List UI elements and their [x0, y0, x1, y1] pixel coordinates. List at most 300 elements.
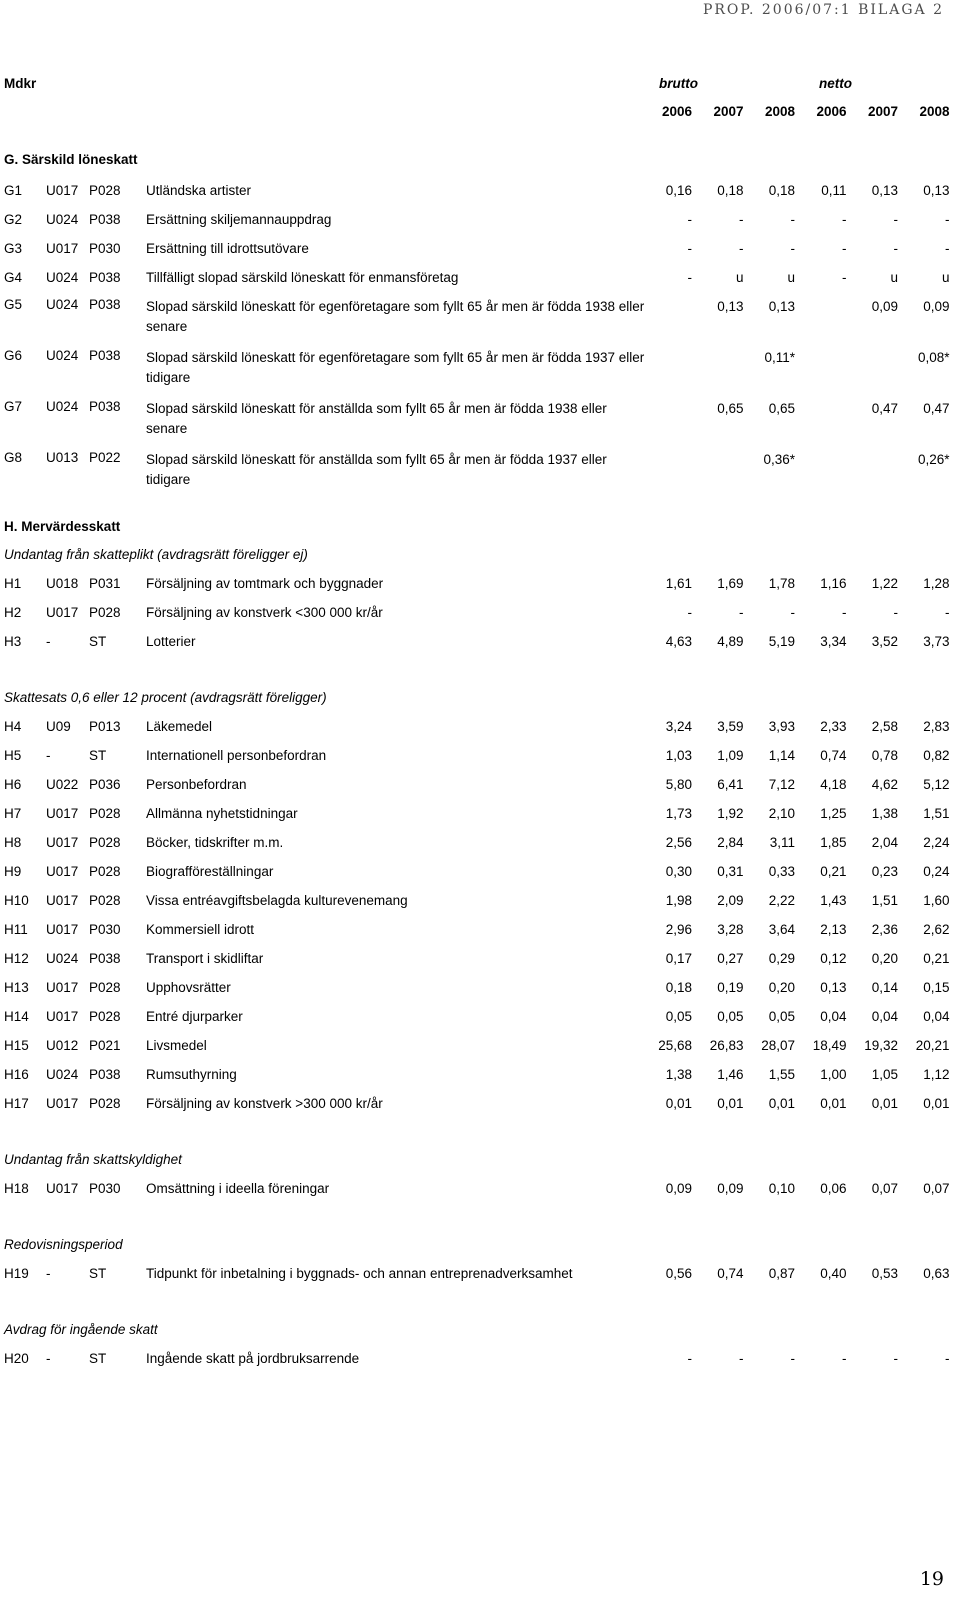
value-cell: 0,05 — [665, 1009, 692, 1024]
row-p-code: ST — [89, 1266, 107, 1281]
value-cell: 19,32 — [864, 1038, 898, 1053]
value-cell: u — [735, 270, 744, 285]
row-u-code: U017 — [46, 980, 79, 995]
value-cell: 0,11 — [821, 183, 847, 198]
year-header: 2008 — [764, 104, 795, 119]
row-p-code: P028 — [89, 835, 121, 850]
value-cell: 0,47 — [923, 401, 950, 416]
value-cell: 4,89 — [717, 634, 744, 649]
row-code: G4 — [4, 270, 23, 285]
tax-table — [4, 74, 956, 1378]
value-cell: 0,11* — [764, 350, 795, 365]
row-p-code: P030 — [89, 241, 121, 256]
years-header-row — [4, 102, 956, 150]
row-u-code: U017 — [46, 241, 79, 256]
row-description: Böcker, tidskrifter m.m. — [146, 835, 284, 850]
row-p-code: P028 — [89, 980, 121, 995]
value-cell: - — [739, 1351, 744, 1366]
value-cell: 20,21 — [915, 1038, 950, 1053]
value-cell: 0,08* — [917, 350, 950, 365]
value-cell: 0,01 — [820, 1096, 847, 1111]
row-description: Upphovsrätter — [146, 980, 231, 995]
row-values — [646, 268, 956, 288]
row-u-code: U017 — [46, 864, 79, 879]
value-cell: 2,13 — [820, 922, 847, 937]
section-h-group — [4, 1235, 956, 1293]
row-p-code: P021 — [89, 1038, 121, 1053]
row-code: H15 — [4, 1038, 29, 1053]
value-cell: 1,78 — [768, 576, 795, 591]
row-p-code: P038 — [89, 297, 121, 312]
row-values — [646, 450, 956, 470]
row-values — [646, 603, 956, 623]
value-cell: 0,06 — [820, 1181, 847, 1196]
value-cell: 1,25 — [820, 806, 847, 821]
row-p-code: P028 — [89, 806, 121, 821]
row-values — [646, 775, 956, 795]
table-row — [4, 891, 956, 920]
value-cell: 5,19 — [768, 634, 795, 649]
value-cell: - — [842, 605, 847, 620]
value-cell — [646, 450, 692, 470]
value-cell — [646, 297, 692, 317]
value-cell: 0,82 — [923, 748, 950, 763]
value-cell: 25,68 — [658, 1038, 692, 1053]
row-p-code: P013 — [89, 719, 121, 734]
value-cell: 3,93 — [768, 719, 795, 734]
row-description: Tidpunkt för inbetalning i byggnads- och annan entreprenadverksamhet — [146, 1266, 573, 1281]
row-description: Försäljning av konstverk <300 000 kr/år — [146, 605, 383, 620]
value-cell: 0,10 — [768, 1181, 795, 1196]
row-description: Transport i skidliftar — [146, 951, 264, 966]
row-description: Omsättning i ideella föreningar — [146, 1181, 330, 1196]
value-cell: - — [945, 241, 950, 256]
value-cell: 0,65 — [717, 401, 744, 416]
row-values — [646, 1094, 956, 1114]
row-p-code: P030 — [89, 1181, 121, 1196]
value-cell: - — [893, 212, 898, 227]
value-cell: - — [739, 605, 744, 620]
row-description: Ingående skatt på jordbruksarrende — [146, 1351, 360, 1366]
value-cell: 2,56 — [665, 835, 692, 850]
value-cell: 1,46 — [717, 1067, 744, 1082]
section-h-group — [4, 688, 956, 1123]
value-cell — [801, 348, 847, 368]
group-subtitle: Undantag från skatteplikt (avdragsrätt föreligger ej) — [4, 547, 308, 562]
table-row — [4, 1179, 956, 1208]
table-row — [4, 1065, 956, 1094]
table-row — [4, 717, 956, 746]
row-values — [646, 348, 956, 368]
value-cell: 0,47 — [871, 401, 898, 416]
value-cell: 1,28 — [923, 576, 950, 591]
row-code: H7 — [4, 806, 22, 821]
row-values — [646, 833, 956, 853]
row-code: G2 — [4, 212, 23, 227]
table-row — [4, 603, 956, 632]
value-cell: 0,19 — [717, 980, 744, 995]
value-cell: 7,12 — [768, 777, 795, 792]
table-row — [4, 348, 956, 399]
value-cell: 0,63 — [923, 1266, 950, 1281]
row-u-code: - — [46, 748, 51, 763]
value-cell: u — [941, 270, 950, 285]
value-cell: 26,83 — [709, 1038, 744, 1053]
row-description: Utländska artister — [146, 183, 252, 198]
value-cell: 0,16 — [665, 183, 692, 198]
value-cell: 0,36* — [763, 452, 795, 467]
value-cell: 1,22 — [871, 576, 898, 591]
value-cell: - — [687, 1351, 692, 1366]
value-cell: u — [890, 270, 898, 285]
row-description: Rumsuthyrning — [146, 1067, 237, 1082]
value-cell: 0,33 — [768, 864, 795, 879]
value-cell — [646, 348, 692, 368]
row-p-code: P028 — [89, 1096, 121, 1111]
page-header: PROP. 2006/07:1 BILAGA 2 — [702, 2, 944, 18]
row-u-code: U024 — [46, 1067, 79, 1082]
value-cell: - — [842, 241, 847, 256]
row-p-code: P028 — [89, 183, 121, 198]
row-u-code: U017 — [46, 1009, 79, 1024]
value-cell: 1,60 — [923, 893, 950, 908]
value-cell: 0,21 — [923, 951, 950, 966]
year-header: 2006 — [661, 104, 692, 119]
value-cell: 0,29 — [768, 951, 795, 966]
section-g-rows — [4, 181, 956, 501]
row-description: Vissa entréavgiftsbelagda kulturevenemang — [146, 893, 408, 908]
row-p-code: P028 — [89, 605, 121, 620]
value-cell: 0,17 — [665, 951, 692, 966]
row-p-code: ST — [89, 1351, 107, 1366]
value-cell: 4,62 — [871, 777, 898, 792]
row-description: Personbefordran — [146, 777, 247, 792]
row-p-code: P036 — [89, 777, 121, 792]
row-u-code: U017 — [46, 605, 79, 620]
value-cell: u — [787, 270, 795, 285]
value-cell: 1,03 — [665, 748, 692, 763]
section-h-groups — [4, 545, 956, 1378]
value-cell: 1,51 — [871, 893, 898, 908]
row-code: H9 — [4, 864, 22, 879]
row-u-code: U024 — [46, 348, 79, 363]
row-values — [646, 239, 956, 259]
row-values — [646, 891, 956, 911]
value-cell: - — [790, 241, 795, 256]
year-header: 2008 — [919, 104, 950, 119]
row-code: H4 — [4, 719, 22, 734]
value-cell: 0,01 — [717, 1096, 744, 1111]
value-cell: - — [842, 270, 847, 285]
row-u-code: U017 — [46, 806, 79, 821]
value-cell: 0,26* — [917, 452, 950, 467]
value-cell: 1,73 — [665, 806, 692, 821]
value-cell: - — [687, 270, 692, 285]
value-cell — [698, 450, 744, 470]
row-code: H10 — [4, 893, 29, 908]
row-description: Entré djurparker — [146, 1009, 243, 1024]
row-values — [646, 1036, 956, 1056]
row-code: H8 — [4, 835, 22, 850]
table-row — [4, 804, 956, 833]
row-code: H18 — [4, 1181, 29, 1196]
table-header-row — [4, 74, 956, 102]
year-header: 2007 — [867, 104, 898, 119]
row-values — [646, 1007, 956, 1027]
value-cell: 1,69 — [717, 576, 744, 591]
row-u-code: U012 — [46, 1038, 79, 1053]
row-values — [646, 717, 956, 737]
row-code: G7 — [4, 399, 23, 414]
row-code: H2 — [4, 605, 22, 620]
row-u-code: U09 — [46, 719, 71, 734]
value-cell: 2,62 — [923, 922, 950, 937]
row-p-code: P038 — [89, 212, 121, 227]
value-cell: 0,27 — [717, 951, 744, 966]
row-u-code: - — [46, 1351, 51, 1366]
value-cell — [852, 348, 898, 368]
section-h-group — [4, 1320, 956, 1378]
row-code: G6 — [4, 348, 23, 363]
group-subtitle: Undantag från skattskyldighet — [4, 1152, 182, 1167]
table-row — [4, 978, 956, 1007]
value-cell: 0,20 — [871, 951, 898, 966]
value-cell: 1,38 — [665, 1067, 692, 1082]
row-p-code: P028 — [89, 1009, 121, 1024]
value-cell: 2,33 — [820, 719, 847, 734]
value-cell: - — [739, 241, 744, 256]
value-cell: 0,23 — [871, 864, 898, 879]
table-row — [4, 949, 956, 978]
value-cell: 1,00 — [820, 1067, 847, 1082]
row-values — [646, 1179, 956, 1199]
table-row — [4, 1264, 956, 1293]
row-p-code: P038 — [89, 399, 121, 414]
row-code: H20 — [4, 1351, 29, 1366]
value-cell: - — [945, 605, 950, 620]
row-values — [646, 632, 956, 652]
row-u-code: U013 — [46, 450, 79, 465]
value-cell: 0,09 — [665, 1181, 692, 1196]
year-headers — [646, 102, 956, 122]
row-description: Allmänna nyhetstidningar — [146, 806, 298, 821]
value-cell: - — [842, 1351, 847, 1366]
row-code: G8 — [4, 450, 23, 465]
value-cell — [698, 348, 744, 368]
value-cell: 0,04 — [923, 1009, 950, 1024]
row-u-code: - — [46, 1266, 51, 1281]
value-cell: - — [739, 212, 744, 227]
value-cell: 3,52 — [871, 634, 898, 649]
row-u-code: U024 — [46, 297, 79, 312]
row-u-code: U018 — [46, 576, 79, 591]
row-code: H6 — [4, 777, 22, 792]
row-p-code: P038 — [89, 270, 121, 285]
value-cell: 3,11 — [769, 835, 795, 850]
row-p-code: P030 — [89, 922, 121, 937]
table-row — [4, 239, 956, 268]
table-row — [4, 297, 956, 348]
value-cell: 2,84 — [717, 835, 744, 850]
value-cell: 0,87 — [768, 1266, 795, 1281]
value-cell: - — [893, 241, 898, 256]
value-cell: 1,12 — [923, 1067, 950, 1082]
row-description: Försäljning av konstverk >300 000 kr/år — [146, 1096, 383, 1111]
value-cell: 1,09 — [717, 748, 744, 763]
row-p-code: P038 — [89, 1067, 121, 1082]
table-row — [4, 574, 956, 603]
value-cell: 0,05 — [717, 1009, 744, 1024]
value-cell: 0,31 — [717, 864, 744, 879]
value-cell: 0,13 — [871, 183, 898, 198]
value-cell — [801, 297, 847, 317]
value-cell: - — [842, 212, 847, 227]
value-cell: 5,12 — [923, 777, 950, 792]
value-cell: - — [945, 1351, 950, 1366]
value-cell — [801, 399, 847, 419]
group-subtitle: Avdrag för ingående skatt — [4, 1322, 158, 1337]
row-values — [646, 1264, 956, 1284]
value-cell: 0,07 — [871, 1181, 898, 1196]
table-row — [4, 775, 956, 804]
brutto-label: brutto — [659, 76, 698, 91]
value-cell: 0,18 — [768, 183, 795, 198]
table-row — [4, 450, 956, 501]
row-code: G1 — [4, 183, 23, 198]
row-u-code: U017 — [46, 183, 79, 198]
row-values — [646, 862, 956, 882]
table-row — [4, 632, 956, 661]
table-row — [4, 210, 956, 239]
value-cell: 2,58 — [871, 719, 898, 734]
value-cell: 6,41 — [717, 777, 744, 792]
value-cell — [852, 450, 898, 470]
row-code: H1 — [4, 576, 22, 591]
row-code: H12 — [4, 951, 29, 966]
unit-label: Mdkr — [4, 76, 37, 91]
value-cell: - — [893, 605, 898, 620]
value-cell: 0,05 — [768, 1009, 795, 1024]
value-cell: - — [687, 212, 692, 227]
row-p-code: P028 — [89, 893, 121, 908]
value-cell: 0,04 — [871, 1009, 898, 1024]
row-values — [646, 210, 956, 230]
row-values — [646, 181, 956, 201]
value-cell: 18,49 — [812, 1038, 847, 1053]
value-cell: - — [893, 1351, 898, 1366]
value-cell: 0,21 — [820, 864, 847, 879]
value-cell: 0,56 — [665, 1266, 692, 1281]
row-description: Lotterier — [146, 634, 196, 649]
value-cell: 3,59 — [717, 719, 744, 734]
row-p-code: P031 — [89, 576, 121, 591]
value-cell: 0,40 — [820, 1266, 847, 1281]
row-u-code: U024 — [46, 212, 79, 227]
row-p-code: ST — [89, 748, 107, 763]
value-cell: 2,83 — [923, 719, 950, 734]
row-code: H14 — [4, 1009, 29, 1024]
value-cell: 2,36 — [871, 922, 898, 937]
value-cell: 3,24 — [665, 719, 692, 734]
row-description: Livsmedel — [146, 1038, 207, 1053]
value-cell: - — [790, 605, 795, 620]
table-row — [4, 1094, 956, 1123]
value-cell: 0,30 — [665, 864, 692, 879]
table-row — [4, 399, 956, 450]
row-values — [646, 1349, 956, 1369]
table-row — [4, 1007, 956, 1036]
row-values — [646, 746, 956, 766]
value-cell: 0,20 — [768, 980, 795, 995]
table-row — [4, 746, 956, 775]
value-cell: 0,13 — [820, 980, 847, 995]
row-description: Slopad särskild löneskatt för egenföretagare som fyllt 65 år men är födda 1938 eller senare — [146, 299, 645, 334]
year-header: 2007 — [713, 104, 744, 119]
value-cell: 2,09 — [717, 893, 744, 908]
value-cell: 2,22 — [768, 893, 795, 908]
value-cell: - — [687, 241, 692, 256]
value-cell: 0,14 — [871, 980, 898, 995]
row-values — [646, 804, 956, 824]
value-cell: 3,64 — [768, 922, 795, 937]
table-row — [4, 1036, 956, 1065]
value-cell: 0,09 — [871, 299, 898, 314]
row-u-code: U017 — [46, 1181, 79, 1196]
year-header: 2006 — [816, 104, 847, 119]
row-code: H13 — [4, 980, 29, 995]
value-cell: 0,12 — [820, 951, 847, 966]
value-cell: - — [790, 1351, 795, 1366]
row-code: H17 — [4, 1096, 29, 1111]
row-values — [646, 574, 956, 594]
page-number: 19 — [919, 1568, 944, 1590]
row-description: Kommersiell idrott — [146, 922, 255, 937]
value-cell — [801, 450, 847, 470]
row-code: H3 — [4, 634, 22, 649]
group-subtitle: Redovisningsperiod — [4, 1237, 123, 1252]
value-cell: 0,18 — [665, 980, 692, 995]
value-cell: 0,65 — [768, 401, 795, 416]
section-h-group — [4, 1150, 956, 1208]
table-row — [4, 268, 956, 297]
row-u-code: U017 — [46, 1096, 79, 1111]
value-cell: 0,01 — [665, 1096, 692, 1111]
value-cell: 0,13 — [717, 299, 744, 314]
value-cell: 4,63 — [665, 634, 692, 649]
row-description: Biografföreställningar — [146, 864, 274, 879]
value-cell: - — [790, 212, 795, 227]
row-description: Ersättning skiljemannauppdrag — [146, 212, 332, 227]
value-cell: 0,13 — [768, 299, 795, 314]
value-cell: 3,73 — [923, 634, 950, 649]
row-u-code: U017 — [46, 835, 79, 850]
value-cell: 1,38 — [871, 806, 898, 821]
section-g-title: G. Särskild löneskatt — [4, 152, 138, 167]
row-description: Läkemedel — [146, 719, 213, 734]
value-cell: 1,05 — [871, 1067, 898, 1082]
value-cell: 4,18 — [820, 777, 847, 792]
value-cell: 2,04 — [871, 835, 898, 850]
value-cell: 0,01 — [871, 1096, 898, 1111]
value-cell: 0,01 — [923, 1096, 950, 1111]
value-cell: 1,85 — [820, 835, 847, 850]
value-cell: 28,07 — [761, 1038, 795, 1053]
row-description: Tillfälligt slopad särskild löneskatt för enmansföretag — [146, 270, 459, 285]
row-p-code: P038 — [89, 348, 121, 363]
row-description: Internationell personbefordran — [146, 748, 327, 763]
group-subtitle: Skattesats 0,6 eller 12 procent (avdragsrätt föreligger) — [4, 690, 327, 705]
table-row — [4, 1349, 956, 1378]
